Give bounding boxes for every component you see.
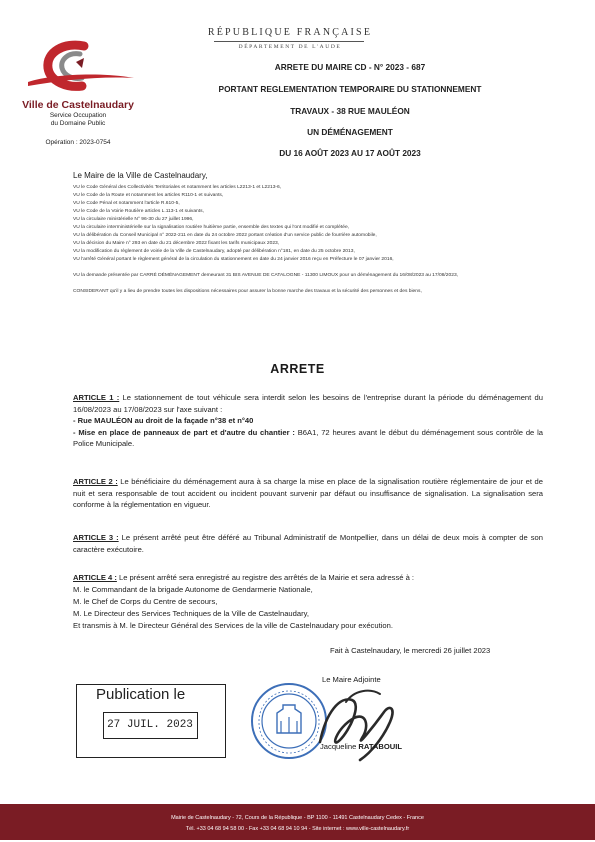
article-1-text: Le stationnement de tout véhicule sera interdit selon les besoins de l'entreprise durant la période du déménagement du 16/08/2023 au 17/08/2023 sur l'axe suivant : [73, 393, 543, 414]
footer-address: Mairie de Castelnaudary - 72, Cours de la République - BP 1100 - 11491 Castelnaudary Cedex - France [171, 815, 424, 821]
signatory-title: Le Maire Adjointe [322, 675, 381, 684]
footer-band [0, 804, 595, 840]
decree-title-line5: DU 16 AOÛT 2023 AU 17 AOÛT 2023 [279, 148, 421, 158]
vu-line: VU la demande présentée par CARRÉ DÉMÉNAGEMENT demeurant 31 BIS AVENUE DE CATALOGNE - 11300 LIMOUX pour un déménagement du 16/08/2023 au 17/08/2023, [73, 273, 459, 278]
article-2 [73, 476, 543, 511]
fait-a-date: Fait à Castelnaudary, le mercredi 26 juillet 2023 [330, 646, 491, 655]
vu-line: VU la circulaire ministérielle N° 96-30 du 27 juillet 1996, [73, 217, 194, 222]
vu-line: VU le Code de la Voirie Routière articles L.113-1 et suivants, [73, 209, 204, 214]
signatory-first-name: Jacqueline [320, 742, 359, 751]
recipient-line: Et transmis à M. le Directeur Général des Services de la ville de Castelnaudary pour exécution. [73, 621, 393, 630]
city-logo-icon [22, 38, 142, 98]
publication-date: 27 JUIL. 2023 [107, 719, 193, 731]
article-4-label: ARTICLE 4 : [73, 573, 117, 582]
article-2-label: ARTICLE 2 : [73, 477, 118, 486]
footer-contact: Tél. +33 04 68 94 58 00 - Fax +33 04 68 94 10 94 - Site internet : www.ville-castelnaudary.fr [185, 826, 410, 832]
publication-stamp-title: Publication le [96, 686, 186, 703]
handwritten-signature-icon [300, 682, 430, 767]
signatory-name [320, 742, 402, 751]
article-3-text: Le présent arrêté peut être déféré au Tribunal Administratif de Montpellier, dans un délai de deux mois à compter de son caractère exécutoire. [73, 533, 543, 554]
vu-line: VU la circulaire interministérielle sur la signalisation routière huitième partie, ensemble des textes qui l'ont modifié et complétée, [73, 225, 350, 230]
article-1-bullet-2-bold: - Mise en place de panneaux de part et d'autre du chantier : [73, 427, 295, 437]
republique-francaise: RÉPUBLIQUE FRANÇAISE [207, 27, 373, 38]
article-4 [73, 572, 543, 632]
considerant-line: CONSIDERANT qu'il y a lieu de prendre toutes les dispositions nécessaires pour assurer la bonne marche des travaux et la sécurité des personnes et des biens, [73, 289, 422, 294]
vu-line: VU la modification du règlement de voirie de la Ville de Castelnaudary, adopté par délibération n°181, en date du 25 octobre 2013, [73, 249, 355, 254]
article-1 [73, 392, 543, 450]
decree-title-line1: ARRETE DU MAIRE CD - N° 2023 - 687 [274, 62, 426, 72]
recipient-line: M. le Chef de Corps du Centre de secours, [73, 597, 218, 606]
article-1-label: ARTICLE 1 : [73, 393, 120, 402]
decree-title-line3: TRAVAUX - 38 RUE MAULÉON [290, 106, 410, 116]
vu-line: VU le Code de la Route et notamment les articles R110-1 et suivants, [73, 193, 224, 198]
vu-line: VU le Code Pénal et notamment l'article R.610-5, [73, 201, 180, 206]
recipient-line: M. le Commandant de la brigade Autonome de Gendarmerie Nationale, [73, 585, 313, 594]
maire-intro: Le Maire de la Ville de Castelnaudary, [73, 171, 208, 180]
vu-line: VU la délibération du Conseil Municipal n° 2022-211 en date du 24 octobre 2022 portant création d'un service public de fourrière automobile, [73, 233, 377, 238]
article-1-bullet-1: - Rue MAULÉON au droit de la façade n°38 et n°40 [73, 416, 254, 426]
article-3 [73, 532, 543, 555]
service-line-1: Service Occupation [49, 112, 107, 119]
article-3-label: ARTICLE 3 : [73, 533, 119, 542]
decree-title-line4: UN DÉMÉNAGEMENT [307, 127, 393, 137]
vu-line: VU l'arrêté Général portant le règlement général de la circulation du stationnement en date du 24 janvier 2016 reçu en Préfecture le 07 janvier 2016, [73, 257, 394, 262]
article-1-bullet-2-rest: B6A1, 72 heures avant le début du déménagement sous contrôle de la Police Municipale. [73, 427, 543, 449]
vu-line: VU le Code Général des Collectivités Territoriales et notamment les articles L2213-1 et L2213-6, [73, 185, 282, 190]
vu-line: VU la décision du Maire n° 293 en date du 21 décembre 2022 fixant les tarifs municipaux 2023, [73, 241, 280, 246]
signatory-last-name: RATABOUIL [358, 742, 403, 751]
decree-title-line2: PORTANT REGLEMENTATION TEMPORAIRE DU STATIONNEMENT [218, 84, 482, 94]
operation-number: Opération : 2023-0754 [45, 139, 111, 146]
recipient-line: M. Le Directeur des Services Techniques de la Ville de Castelnaudary, [73, 609, 309, 618]
article-2-text: Le bénéficiaire du déménagement aura à sa charge la mise en place de la signalisation routière réglementaire de jour et de nuit et sera responsable de tout accident ou incident pouvant survenir par défaut ou insuffisance de signalisation. La signalisation sera conforme à la réglementation en vigueur. [73, 477, 543, 510]
header-rule [214, 41, 364, 42]
city-name: Ville de Castelnaudary [22, 99, 134, 111]
departement: DÉPARTEMENT DE L'AUDE [238, 44, 342, 50]
service-name [16, 112, 140, 128]
arrete-heading: ARRETE [270, 362, 325, 376]
article-4-text: Le présent arrêté sera enregistré au registre des arrêtés de la Mairie et sera adressé à : [116, 573, 415, 582]
service-line-2: du Domaine Public [50, 120, 106, 127]
